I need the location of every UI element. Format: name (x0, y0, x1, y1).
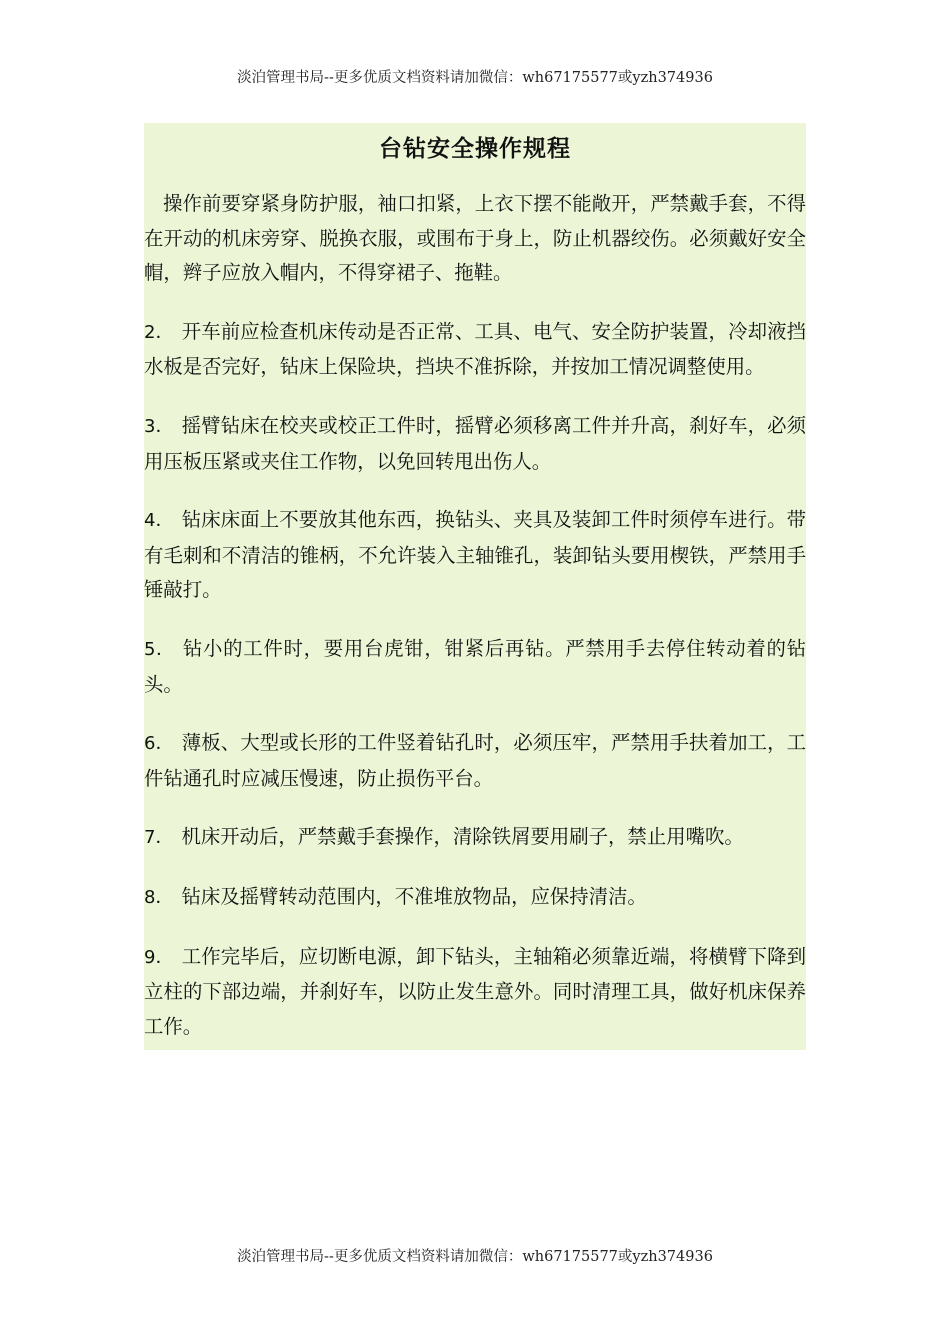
rule-item-7 (144, 820, 806, 856)
document-body (144, 123, 806, 1050)
rule-item-9 (144, 940, 806, 1045)
rule-number: 3． (144, 415, 174, 437)
rule-item-3 (144, 409, 806, 479)
rule-item-8 (144, 880, 806, 916)
rule-number: 8． (144, 886, 174, 908)
rule-number: 9． (144, 946, 174, 968)
rule-item-4 (144, 503, 806, 608)
rule-item-2 (144, 315, 806, 385)
rule-item-6 (144, 726, 806, 796)
rule-text: 钻小的工件时，要用台虎钳，钳紧后再钻。严禁用手去停住转动着的钻头。 (144, 636, 807, 696)
intro-paragraph: 操作前要穿紧身防护服，袖口扣紧，上衣下摆不能敞开，严禁戴手套，不得在开动的机床旁穿、脱换衣服，或围布于身上，防止机器绞伤。必须戴好安全帽，辫子应放入帽内，不得穿裙子、拖鞋。 (144, 192, 806, 285)
rule-text: 开车前应检查机床传动是否正常、工具、电气、安全防护装置，冷却液挡水板是否完好，钻床上保险块，挡块不准拆除，并按加工情况调整使用。 (144, 319, 807, 379)
rule-number: 5． (144, 638, 175, 660)
rule-text: 工作完毕后，应切断电源，卸下钻头，主轴箱必须靠近端，将横臂下降到立柱的下部边端，并刹好车，以防止发生意外。同时清理工具，做好机床保养工作。 (144, 944, 807, 1038)
rule-text: 机床开动后，严禁戴手套操作，清除铁屑要用刷子，禁止用嘴吹。 (181, 825, 744, 849)
page-footer: 淡泊管理书局--更多优质文档资料请加微信：wh67175577或yzh374936 (237, 1249, 713, 1265)
rule-item-5 (144, 632, 806, 702)
rule-number: 2． (144, 321, 174, 343)
rule-text: 钻床床面上不要放其他东西，换钻头、夹具及装卸工件时须停车进行。带有毛刺和不清洁的锥柄，不允许装入主轴锥孔，装卸钻头要用楔铁，严禁用手锤敲打。 (144, 508, 807, 602)
rule-text: 薄板、大型或长形的工件竖着钻孔时，必须压牢，严禁用手扶着加工，工件钻通孔时应减压慢速，防止损伤平台。 (144, 731, 807, 790)
rule-text: 摇臂钻床在校夹或校正工件时，摇臂必须移离工件并升高，刹好车，必须用压板压紧或夹住工作物，以免回转甩出伤人。 (144, 413, 807, 473)
rule-number: 6． (144, 733, 174, 755)
document-title: 台钻安全操作规程 (379, 135, 571, 162)
rule-number: 7． (144, 827, 174, 849)
rule-number: 4． (144, 510, 174, 532)
rule-text: 钻床及摇臂转动范围内，不准堆放物品，应保持清洁。 (181, 884, 647, 908)
page-header: 淡泊管理书局--更多优质文档资料请加微信：wh67175577或yzh374936 (237, 70, 713, 86)
